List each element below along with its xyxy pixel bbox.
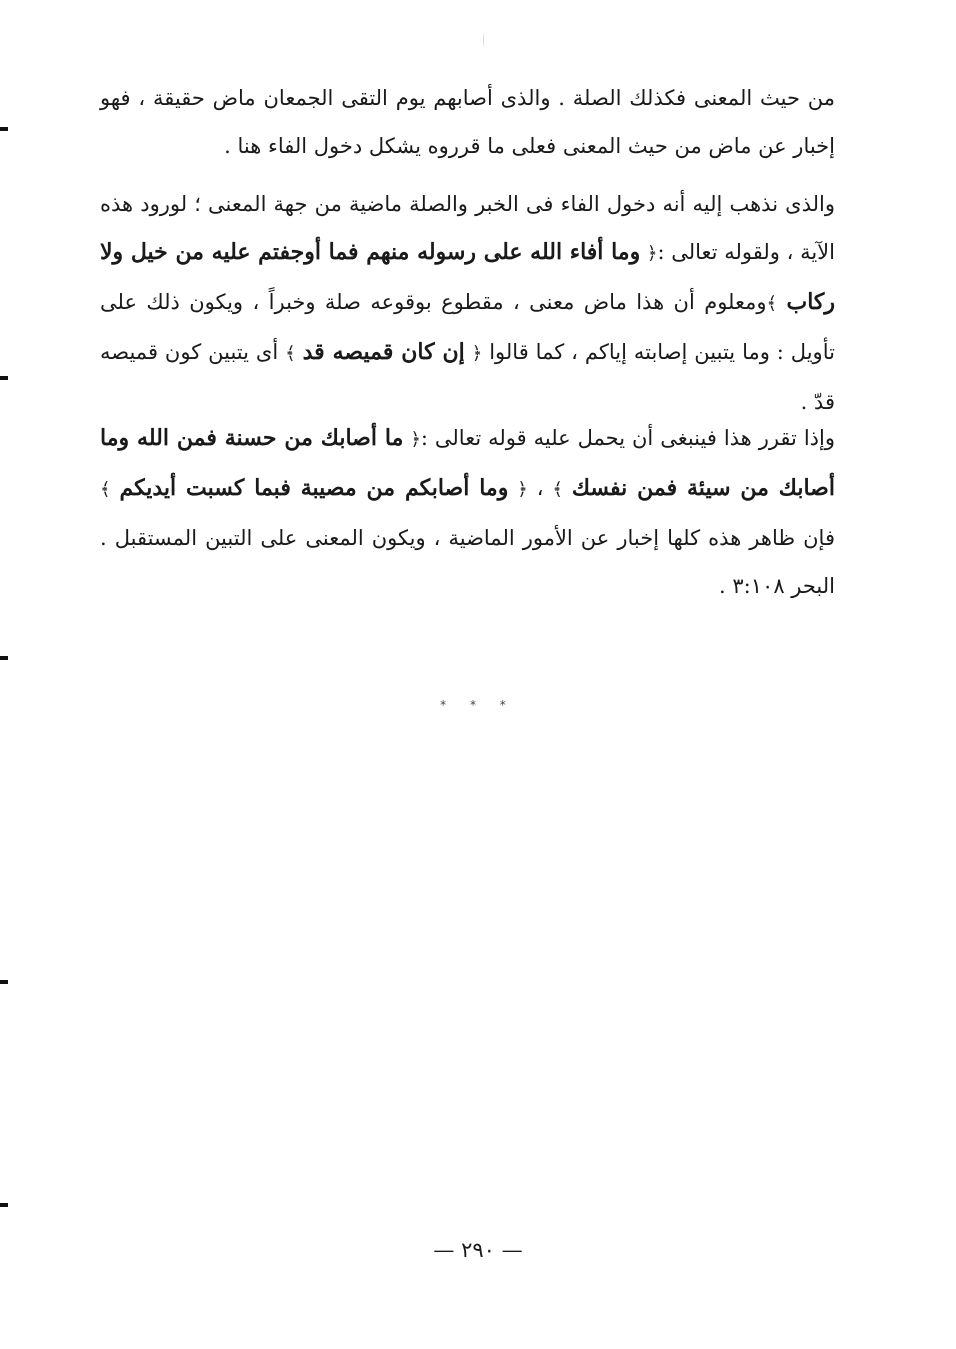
page-number: — ٢٩٠ — (433, 1238, 523, 1262)
quran-bracket-open: ﴿ (410, 429, 421, 450)
quran-bracket-close: ﴾ (100, 479, 111, 500)
binding-mark (0, 656, 8, 660)
paragraph-2-text-1: والذى نذهب إليه أنه دخول الفاء فى الخبر والصلة ماضية من جهة المعنى ؛ لورود هذه الآية ، ولقوله تعالى : (100, 192, 835, 264)
quran-quote-1: وما أفاء الله على رسوله منهم فما أوجفتم عليه من خيل ولا ركاب (100, 239, 835, 315)
paragraph-3-text-3: فإن ظاهر هذه كلها إخبار عن الأمور الماضية ، ويكون المعنى على التبين المستقبل . البحر ٣:١٠٨ . (100, 526, 835, 598)
paragraph-1-text: من حيث المعنى فكذلك الصلة . والذى أصابهم يوم التقى الجمعان ماض حقيقة ، فهو إخبار عن ماض من حيث المعنى فعلى ما قرروه يشكل دخول الفاء هنا . (100, 86, 835, 158)
quran-bracket-close: ﴾ (285, 343, 296, 364)
paragraph-2-body (100, 180, 835, 426)
quran-bracket-close: ﴾ (766, 293, 778, 314)
quran-quote-4: وما أصابكم من مصيبة فبما كسبت أيديكم (119, 475, 509, 501)
binding-mark (0, 1203, 8, 1207)
quran-bracket-open: ﴿ (517, 479, 528, 500)
paragraph-1 (100, 74, 835, 170)
paragraph-3-text-2: ، (536, 476, 544, 500)
binding-mark (0, 980, 8, 984)
paragraph-3 (100, 414, 835, 610)
paragraph-3-text-1: وإذا تقرر هذا فينبغى أن يحمل عليه قوله تعالى : (420, 426, 835, 450)
quran-quote-3: ما أصابك من حسنة فمن الله وما أصابك من سيئة فمن نفسك (100, 425, 835, 501)
binding-mark (0, 127, 8, 131)
paragraph-2-text-2: ومعلوم أن هذا ماض معنى ، مقطوع بوقوعه صلة وخبراً ، ويكون ذلك على تأويل : وما يتبين إصابته إياكم ، كما قالوا (100, 290, 835, 364)
binding-mark (0, 376, 8, 380)
paragraph-2-text-3: أى يتبين كون قميصه قدّ . (100, 340, 835, 414)
quran-bracket-open: ﴿ (471, 343, 483, 364)
page-mark (483, 35, 484, 45)
paragraph-2 (100, 180, 835, 426)
quran-bracket-open: ﴿ (646, 243, 658, 264)
paragraph-3-body (100, 414, 835, 610)
quran-quote-2: إن كان قميصه قد (302, 339, 465, 365)
quran-bracket-close: ﴾ (552, 479, 563, 500)
section-separator: * * * (440, 698, 516, 712)
